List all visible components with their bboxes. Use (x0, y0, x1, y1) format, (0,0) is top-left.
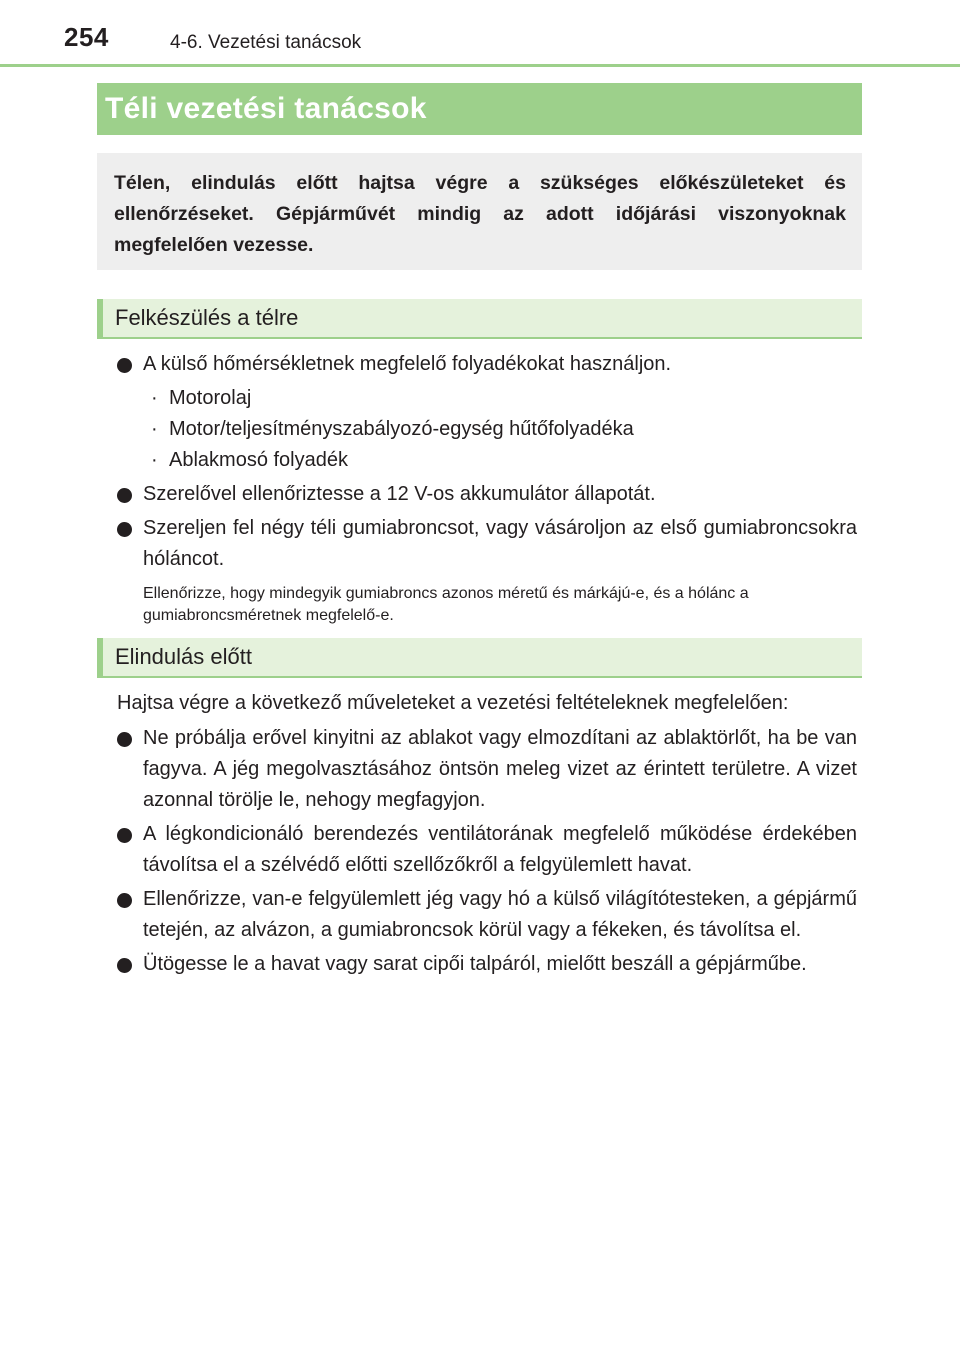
bullet-icon (117, 828, 132, 843)
chapter-title: 4-6. Vezetési tanácsok (170, 32, 362, 53)
section-heading-before-starting (97, 638, 862, 678)
page-title-bar (97, 83, 862, 135)
bullet-icon (117, 358, 132, 373)
bullet-icon (117, 958, 132, 973)
section-before-starting-content (117, 688, 857, 983)
list-item (117, 819, 857, 881)
sub-list-item-text: Motorolaj (169, 387, 252, 409)
list-item (117, 349, 857, 380)
list-item-text: Szereljen fel négy téli gumiabroncsot, vagy vásároljon az első gumiabroncsokra hóláncot. (143, 517, 857, 570)
list-item-text: Ütögesse le a havat vagy sarat cipői talpáról, mielőtt beszáll a gépjárműbe. (143, 953, 807, 975)
section-preparation-content (117, 349, 857, 627)
sub-list-item-text: Motor/teljesítményszabályozó-egység hűtőfolyadéka (169, 418, 634, 440)
list-item-text: A külső hőmérsékletnek megfelelő folyadékokat használjon. (143, 353, 672, 375)
bullet-icon (117, 522, 132, 537)
lead-text: Hajtsa végre a következő műveleteket a vezetési feltételeknek megfelelően: (117, 692, 789, 714)
list-item (117, 884, 857, 946)
middle-dot-icon: · (151, 387, 158, 409)
list-item-text: A légkondicionáló berendezés ventilátorának megfelelő működése érdekében távolítsa el a szélvédő előtti szellőzőkről a felgyülemlett havat. (143, 823, 857, 876)
sub-list-item (117, 383, 857, 414)
list-item-text: Ellenőrizze, van-e felgyülemlett jég vagy hó a külső világítótesteken, a gépjármű tetején, az alvázon, a gumiabroncsok körül vagy a fékeken, és távolítsa el. (143, 888, 857, 941)
list-item (117, 949, 857, 980)
intro-box (97, 153, 862, 270)
list-item (117, 479, 857, 510)
sub-list-item (117, 445, 857, 476)
section-heading-text: Felkészülés a télre (115, 305, 299, 330)
section-heading-text: Elindulás előtt (115, 644, 252, 669)
sub-list-item-text: Ablakmosó folyadék (169, 449, 348, 471)
list-item-text: Ne próbálja erővel kinyitni az ablakot vagy elmozdítani az ablaktörlőt, ha be van fagyva. A jég megolvasztásához öntsön meleg vizet az érintett területre. A vizet azonnal törölje le, nehogy megfagyjon. (143, 727, 857, 811)
page-title: Téli vezetési tanácsok (105, 92, 427, 125)
sub-list-item (117, 414, 857, 445)
list-item-text: Szerelővel ellenőriztesse a 12 V-os akkumulátor állapotát. (143, 483, 656, 505)
list-item (117, 513, 857, 575)
bullet-icon (117, 732, 132, 747)
header-divider (0, 64, 960, 67)
bullet-icon (117, 893, 132, 908)
middle-dot-icon: · (151, 449, 158, 471)
intro-text: Télen, elindulás előtt hajtsa végre a szükséges előkészületeket és ellenőrzéseket. Gépjárművét mindig az adott időjárási viszonyoknak megfelelően vezesse. (114, 172, 846, 256)
page-number: 254 (64, 22, 109, 52)
section-heading-preparation (97, 299, 862, 339)
note-text: Ellenőrizze, hogy mindegyik gumiabroncs azonos méretű és márkájú-e, és a hólánc a gumiabroncsméretnek megfelelő-e. (143, 585, 749, 624)
bullet-icon (117, 488, 132, 503)
middle-dot-icon: · (151, 418, 158, 440)
list-item (117, 723, 857, 816)
